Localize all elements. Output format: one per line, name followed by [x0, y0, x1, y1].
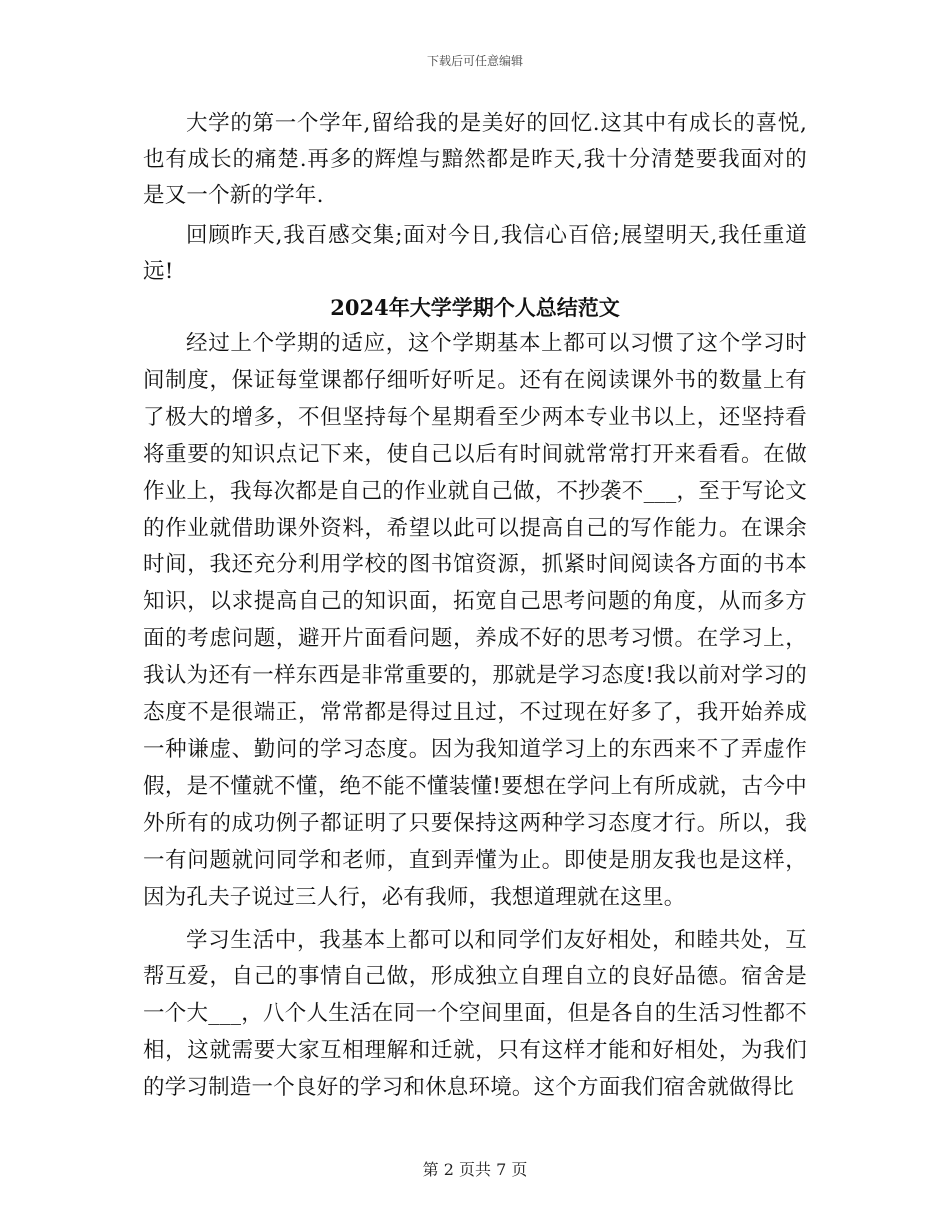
document-body	[143, 106, 807, 1107]
body-paragraph-2: 学习生活中，我基本上都可以和同学们友好相处，和睦共处，互帮互爱，自己的事情自己做，形成独立自理自立的良好品德。宿舍是一个大___，八个人生活在同一个空间里面，但是各自的生活习性都不相，这就需要大家互相理解和迁就，只有这样才能和好相处，为我们的学习制造一个良好的学习和休息环境。这个方面我们宿舍就做得比	[143, 927, 807, 1101]
document-title: 2024年大学学期个人总结范文	[330, 295, 620, 320]
body-paragraph-1: 经过上个学期的适应，这个学期基本上都可以习惯了这个学习时间制度，保证每堂课都仔细听好听足。还有在阅读课外书的数量上有了极大的增多，不但坚持每个星期看至少两本专业书以上，还坚持看将重要的知识点记下来，使自己以后有时间就常常打开来看看。在做作业上，我每次都是自己的作业就自己做，不抄袭不___，至于写论文的作业就借助课外资料，希望以此可以提高自己的写作能力。在课余时间，我还充分利用学校的图书馆资源，抓紧时间阅读各方面的书本知识，以求提高自己的知识面，拓宽自己思考问题的角度，从而多方面的考虑问题，避开片面看问题，养成不好的思考习惯。在学习上，我认为还有一样东西是非常重要的，那就是学习态度!我以前对学习的态度不是很端正，常常都是得过且过，不过现在好多了，我开始养成一种谦虚、勤问的学习态度。因为我知道学习上的东西来不了弄虚作假，是不懂就不懂，绝不能不懂装懂!要想在学问上有所成就，古今中外所有的成功例子都证明了只要保持这两种学习态度才行。所以，我一有问题就问同学和老师，直到弄懂为止。即使是朋友我也是这样，因为孔夫子说过三人行，必有我师，我想道理就在这里。	[143, 331, 807, 910]
page-number: 第 2 页共 7 页	[422, 1160, 528, 1179]
intro-paragraph-1: 大学的第一个学年,留给我的是美好的回忆.这其中有成长的喜悦,也有成长的痛楚.再多的辉煌与黯然都是昨天,我十分清楚要我面对的是又一个新的学年.	[143, 111, 807, 208]
page-header-note: 下载后可任意编辑	[426, 54, 523, 68]
intro-paragraph-2: 回顾昨天,我百感交集;面对今日,我信心百倍;展望明天,我任重道远!	[143, 223, 807, 284]
